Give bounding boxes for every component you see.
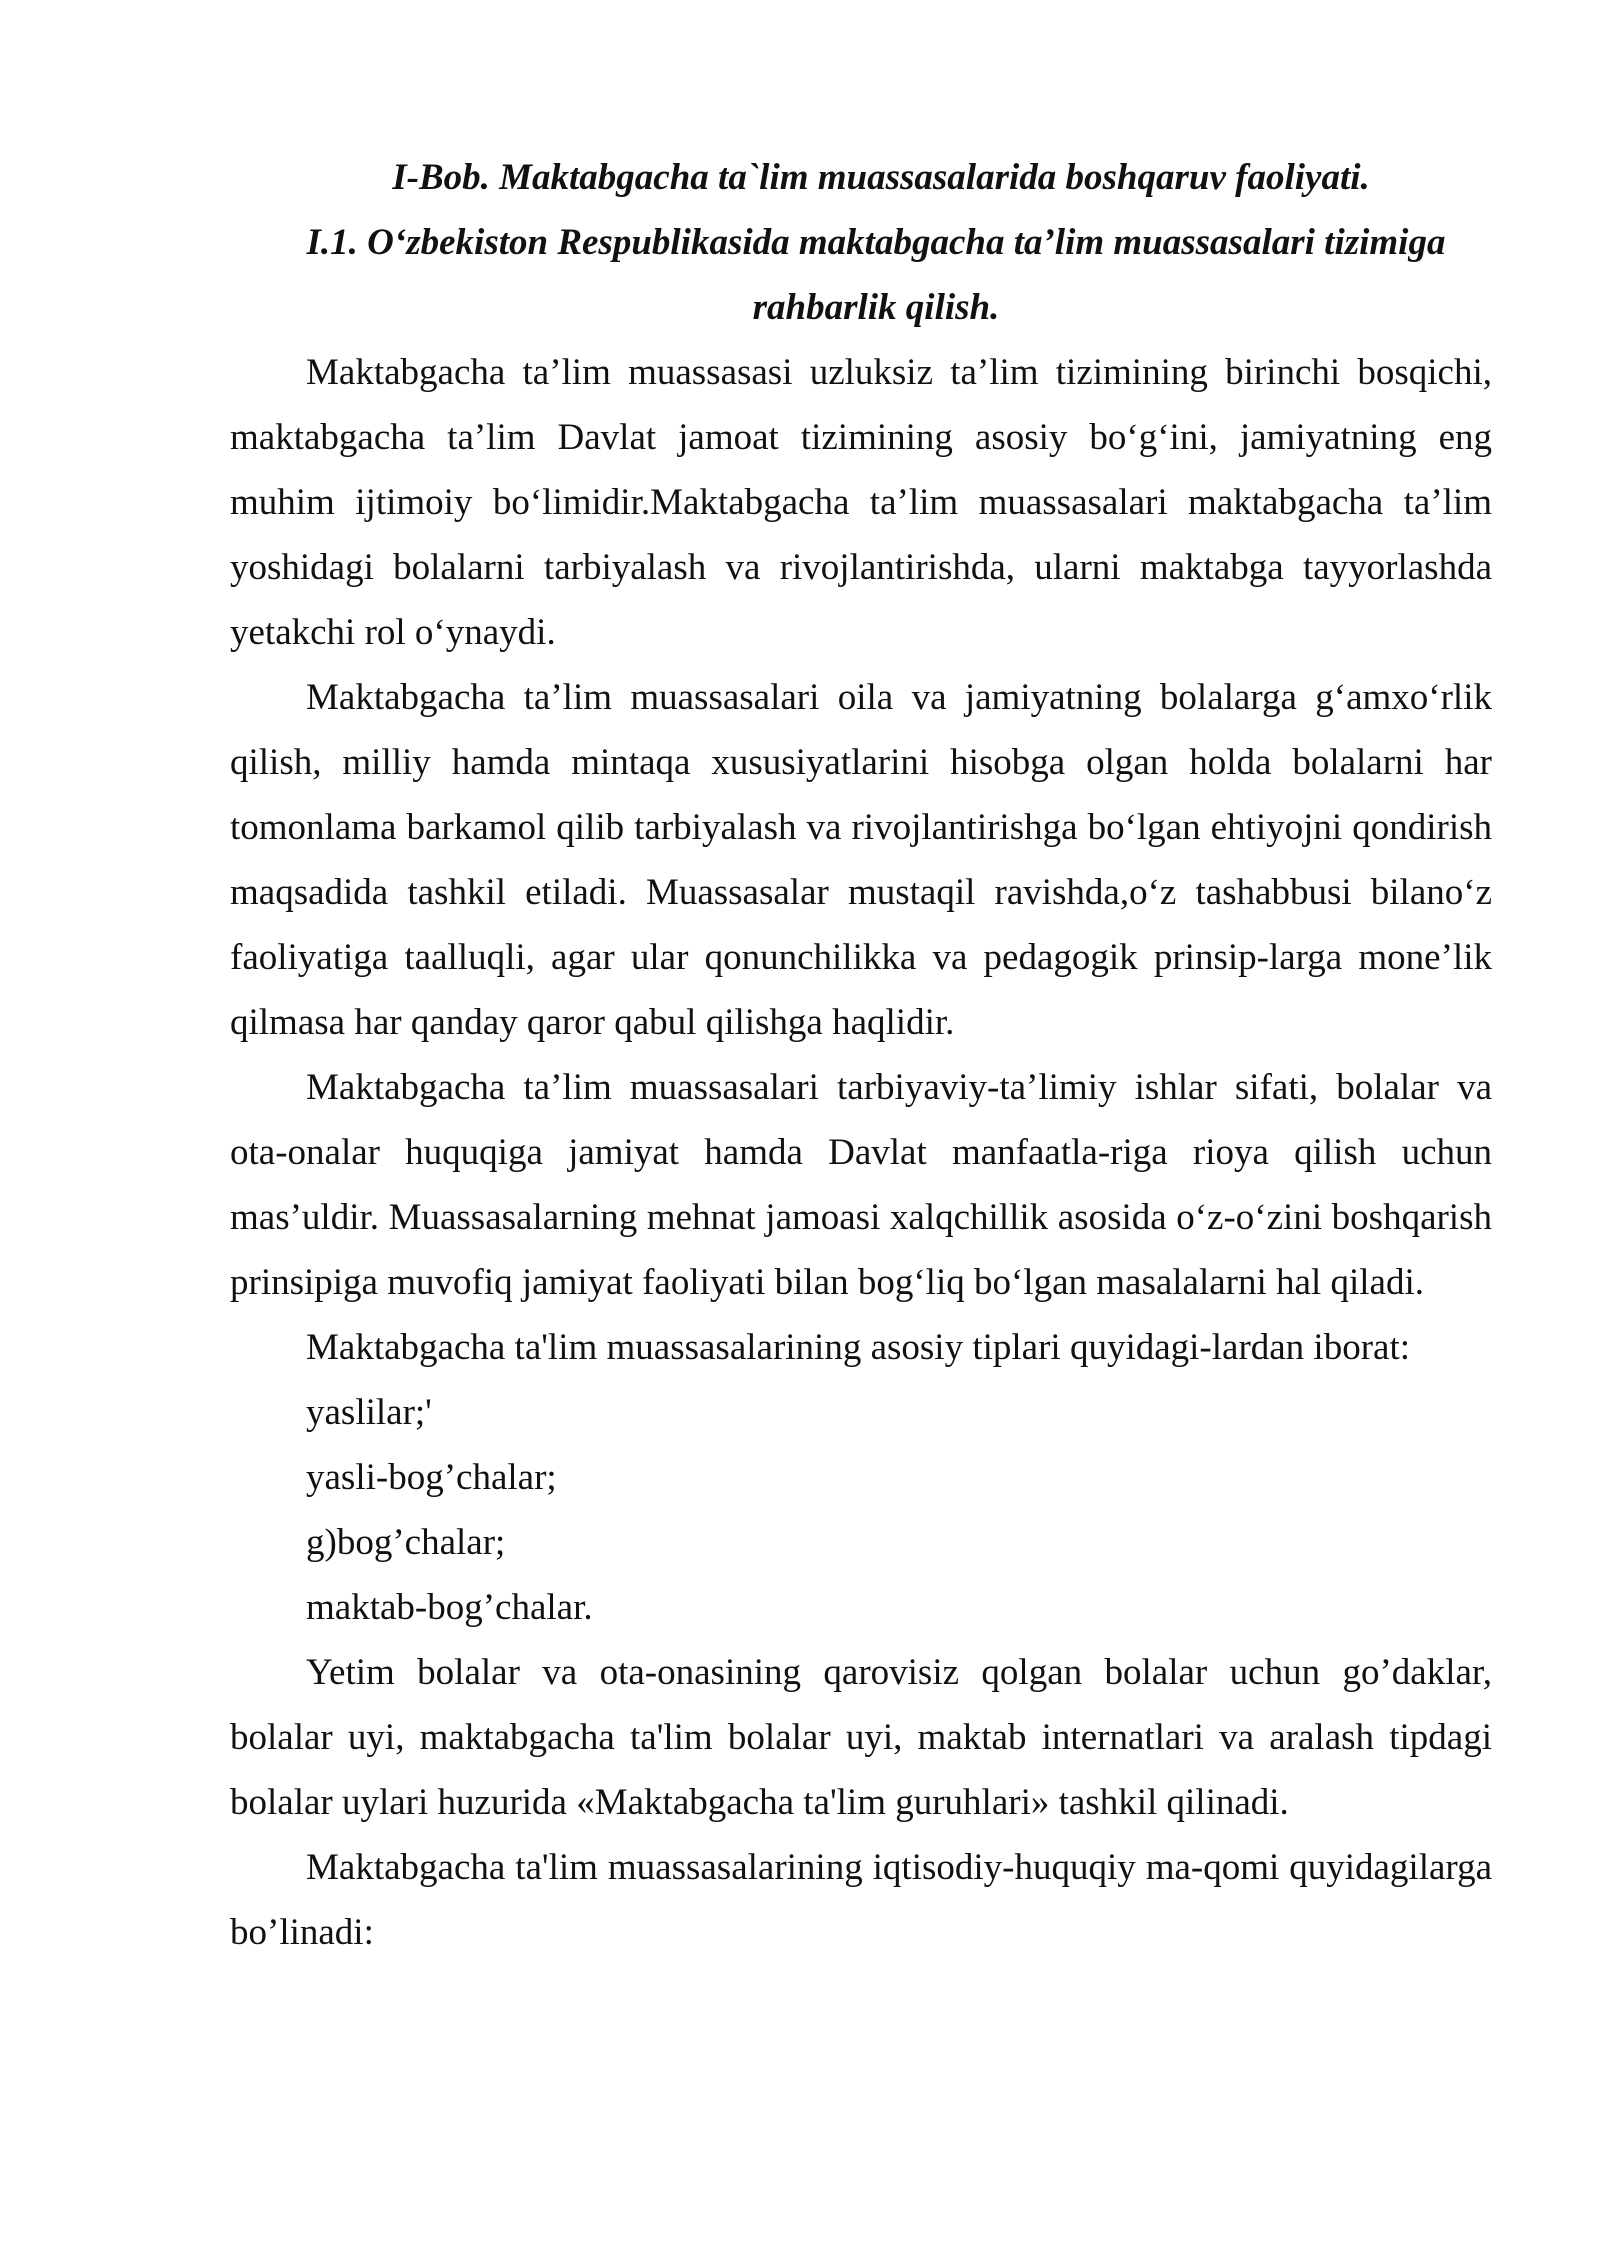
list-item: yasli-bog’chalar;	[306, 1457, 557, 1498]
document-body	[230, 145, 1492, 1965]
paragraph: Maktabgacha ta'lim muassasalarining asosiy tiplari quyidagi-lardan iborat:	[306, 1327, 1411, 1368]
paragraph: Maktabgacha ta’lim muassasalari tarbiyaviy-ta’limiy ishlar sifati, bolalar va ota-onalar huquqiga jamiyat hamda Davlat manfaatla-riga rioya qilish uchun mas’uldir. Muassasalarning mehnat jamoasi xalqchillik asosida o‘z-o‘zini boshqarish prinsipiga muvofiq jamiyat faoliyati bilan bog‘liq bo‘lgan masalalarni hal qiladi.	[230, 1067, 1492, 1303]
section-heading: I.1. O‘zbekiston Respublikasida maktabgacha ta’lim muassasalari tizimiga rahbarlik qilish.	[306, 222, 1446, 328]
list-item: yaslilar;'	[306, 1392, 432, 1433]
paragraph: Maktabgacha ta’lim muassasalari oila va jamiyatning bolalarga g‘amxo‘rlik qilish, milliy hamda mintaqa xususiyatlarini hisobga olgan holda bolalarni har tomonlama barkamol qilib tarbiyalash va rivojlantirishga bo‘lgan ehtiyojni qondirish maqsadida tashkil etiladi. Muassasalar mustaqil ravishda,o‘z tashabbusi bilano‘z faoliyatiga taalluqli, agar ular qonunchilikka va pedagogik prinsip-larga mone’lik qilmasa har qanday qaror qabul qilishga haqlidir.	[230, 677, 1492, 1043]
paragraph: Maktabgacha ta’lim muassasasi uzluksiz ta’lim tizimining birinchi bosqichi, maktabgacha ta’lim Davlat jamoat tizimining asosiy bo‘g‘ini, jamiyatning eng muhim ijtimoiy bo‘limidir.Maktabgacha ta’lim muassasalari maktabgacha ta’lim yoshidagi bolalarni tarbiyalash va rivojlantirishda, ularni maktabga tayyorlashda yetakchi rol o‘ynaydi.	[230, 352, 1492, 653]
chapter-heading: I-Bob. Maktabgacha ta`lim muassasalarida boshqaruv faoliyati.	[392, 157, 1370, 198]
list-item: maktab-bog’chalar.	[306, 1587, 593, 1628]
paragraph: Maktabgacha ta'lim muassasalarining iqtisodiy-huquqiy ma-qomi quyidagilarga bo’linadi:	[230, 1847, 1492, 1953]
institution-types-list	[230, 1380, 1492, 1640]
paragraph: Yetim bolalar va ota-onasining qarovisiz qolgan bolalar uchun go’daklar, bolalar uyi, maktabgacha ta'lim bolalar uyi, maktab internatlari va aralash tipdagi bolalar uylari huzurida «Maktabgacha ta'lim guruhlari» tashkil qilinadi.	[230, 1652, 1492, 1823]
list-item: g)bog’chalar;	[306, 1522, 506, 1563]
